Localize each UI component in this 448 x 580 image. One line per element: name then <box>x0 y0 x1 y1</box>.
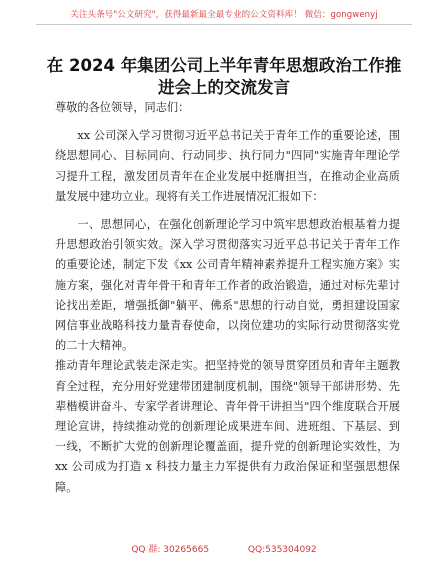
header-divider <box>36 24 412 25</box>
footer-contact <box>0 542 448 555</box>
header-banner: 关注头条号"公文研究"，获得最新最全最专业的公文资料库！ 微信：gongwenyj <box>70 10 378 20</box>
document-body <box>55 98 400 498</box>
document-title <box>36 55 412 99</box>
footer-qq: QQ:535304092 <box>247 545 317 555</box>
paragraph-section-1-continued: 推动青年理论武装走深走实。把坚持党的领导贯穿团员和青年主题教育全过程，充分用好党建带团建制度机制，围绕"领导干部讲形势、先辈楷模讲奋斗、专家学者讲理论、青年骨干讲担当"四个维度联合开展理论宣讲，持续推动党的创新理论成果进车间、进班组、下基层、到一线，不断扩大党的创新理论覆盖面，提升党的创新理论实效性，为 xx 公司成为打造 x 科技力量主力军提供有力政治保证和坚强思想保障。 <box>55 359 400 494</box>
footer-qq-group: QQ 群: 30265665 <box>131 545 210 555</box>
title-line-1: 在 2024 年集团公司上半年青年思想政治工作推 <box>46 56 402 75</box>
salutation: 尊敬的各位领导，同志们： <box>55 101 190 114</box>
paragraph-intro: xx 公司深入学习贯彻习近平总书记关于青年工作的重要论述，围绕思想同心、目标同向、行动同步、执行同力"四同"实施青年理论学习提升工程，激发团员青年在企业发展中挺膺担当，在推动企业高质量发展中建功立业。现将有关工作进展情况汇报如下： <box>55 129 400 203</box>
paragraph-section-1: 一、思想同心，在强化创新理论学习中筑牢思想政治根基着力提升思想政治引领实效。深入学习贯彻落实习近平总书记关于青年工作的重要论述，制定下发《xx 公司青年精神素养提升工程实施方案》实施方案，强化对青年骨干和青年工作者的政治锻造，通过对标先辈讨论找出差距，增强抵御"躺平、佛系"思想的行动自觉，勇担建设国家网信事业战略科技力量青春使命，以岗位建功的实际行动贯彻落实党的二十大精神。 <box>55 218 400 353</box>
title-line-2: 进会上的交流发言 <box>158 78 290 97</box>
